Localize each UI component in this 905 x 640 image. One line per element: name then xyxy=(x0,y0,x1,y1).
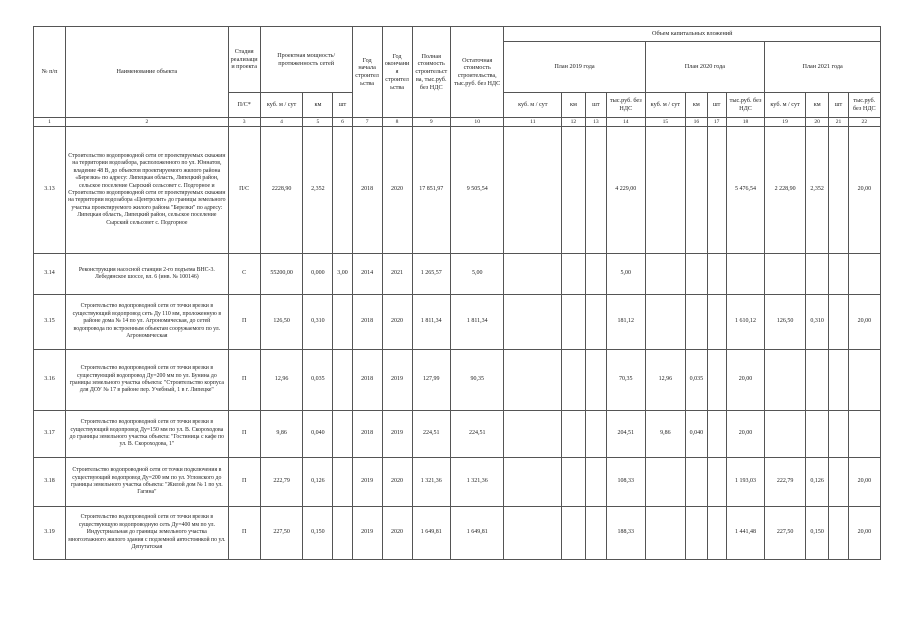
col-number: 10 xyxy=(450,118,503,127)
plan-2021-rub xyxy=(848,411,880,458)
col-number: 11 xyxy=(504,118,562,127)
col-number: 2 xyxy=(66,118,229,127)
total-cost: 224,51 xyxy=(412,411,450,458)
plan-2020-m3 xyxy=(645,295,686,350)
plan-2021-pcs xyxy=(829,127,848,254)
plan-2020-km xyxy=(686,458,707,507)
remaining-cost: 9 505,54 xyxy=(450,127,503,254)
plan-2021-km xyxy=(805,411,829,458)
stage-code: П xyxy=(228,507,260,560)
header-num: № п/п xyxy=(34,27,66,118)
capacity-km: 0,126 xyxy=(303,458,333,507)
capacity-km: 0,000 xyxy=(303,254,333,295)
investment-table xyxy=(33,26,881,560)
plan-2020-rub: 1 441,48 xyxy=(726,507,764,560)
header-2020-pcs: шт xyxy=(707,93,726,118)
total-cost: 1 811,34 xyxy=(412,295,450,350)
stage-code: С xyxy=(228,254,260,295)
table-row xyxy=(34,458,881,507)
table-row xyxy=(34,411,881,458)
plan-2021-rub: 20,00 xyxy=(848,295,880,350)
col-number: 12 xyxy=(562,118,586,127)
plan-2019-m3 xyxy=(504,127,562,254)
plan-2019-pcs xyxy=(585,254,606,295)
plan-2021-m3 xyxy=(765,350,806,411)
header-2019-rub: тыс.руб. без НДС xyxy=(607,93,645,118)
plan-2019-m3 xyxy=(504,507,562,560)
plan-2021-pcs xyxy=(829,254,848,295)
capacity-m3: 12,96 xyxy=(260,350,303,411)
header-2020-km: км xyxy=(686,93,707,118)
plan-2021-m3: 126,50 xyxy=(765,295,806,350)
plan-2020-m3 xyxy=(645,507,686,560)
col-number: 8 xyxy=(382,118,412,127)
start-year: 2019 xyxy=(352,458,382,507)
plan-2021-m3: 227,50 xyxy=(765,507,806,560)
capacity-m3: 2228,90 xyxy=(260,127,303,254)
plan-2020-rub xyxy=(726,254,764,295)
header-2021-rub: тыс.руб. без НДС xyxy=(848,93,880,118)
capacity-m3: 227,50 xyxy=(260,507,303,560)
col-number: 15 xyxy=(645,118,686,127)
col-number: 7 xyxy=(352,118,382,127)
header-2019-km: км xyxy=(562,93,586,118)
stage-code: П xyxy=(228,350,260,411)
table-row xyxy=(34,127,881,254)
plan-2019-km xyxy=(562,295,586,350)
plan-2020-km xyxy=(686,254,707,295)
row-number: 3.18 xyxy=(34,458,66,507)
plan-2021-rub xyxy=(848,350,880,411)
plan-2019-m3 xyxy=(504,295,562,350)
object-name: Строительство водопроводной сети от точки врезки в существующий водопровод сеть Ду 110 мм, проложенную в районе дома № 14 по ул. Агрономическая, до сетей водопровода по встроенным объектам сооружаемого по ул. Агрономическая xyxy=(66,295,229,350)
plan-2019-m3 xyxy=(504,411,562,458)
plan-2020-m3: 9,86 xyxy=(645,411,686,458)
plan-2019-pcs xyxy=(585,507,606,560)
plan-2019-rub: 70,35 xyxy=(607,350,645,411)
plan-2021-m3: 2 228,90 xyxy=(765,127,806,254)
start-year: 2018 xyxy=(352,411,382,458)
end-year: 2019 xyxy=(382,411,412,458)
plan-2021-m3: 222,79 xyxy=(765,458,806,507)
end-year: 2020 xyxy=(382,127,412,254)
end-year: 2020 xyxy=(382,458,412,507)
col-number: 9 xyxy=(412,118,450,127)
plan-2019-km xyxy=(562,350,586,411)
plan-2021-km: 2,352 xyxy=(805,127,829,254)
plan-2021-rub: 20,00 xyxy=(848,458,880,507)
total-cost: 127,99 xyxy=(412,350,450,411)
plan-2021-pcs xyxy=(829,411,848,458)
header-plan-2020: План 2020 года xyxy=(645,42,765,93)
object-name: Строительство водопроводной сети от проектируемых скважин на территории водозабора, расположенного по ул. Юннатов, владение 48 В, до объектов проектируемого жилого района «Березки» по адресу: Липецкая область, Липецкий район, сельское поселение Сырский сельсовет с. Подгорное и Строительство водопроводной сети от проектируемых скважин на территории водозабора «Центролит» до границы земельного участка проектируемого жилого района "Березки" по адресу: Липецкая область, Липецкий район, сельское поселение Сырский сельсовет с. Подгорное xyxy=(66,127,229,254)
start-year: 2019 xyxy=(352,507,382,560)
plan-2020-m3 xyxy=(645,254,686,295)
column-number-row xyxy=(34,118,881,127)
plan-2020-km xyxy=(686,127,707,254)
col-number: 19 xyxy=(765,118,806,127)
capacity-pcs xyxy=(333,350,352,411)
plan-2019-rub: 181,12 xyxy=(607,295,645,350)
plan-2020-pcs xyxy=(707,350,726,411)
row-number: 3.13 xyxy=(34,127,66,254)
plan-2021-rub: 20,00 xyxy=(848,127,880,254)
start-year: 2014 xyxy=(352,254,382,295)
plan-2020-pcs xyxy=(707,458,726,507)
header-cap-pcs: шт xyxy=(333,93,352,118)
plan-2019-km xyxy=(562,254,586,295)
header-remaining-cost: Остаточная стоимость строительства, тыс.руб. без НДС xyxy=(450,27,503,118)
total-cost: 17 851,97 xyxy=(412,127,450,254)
header-end-year: Год окончания строительства xyxy=(382,27,412,118)
header-plan-2021: План 2021 года xyxy=(765,42,881,93)
col-number: 18 xyxy=(726,118,764,127)
col-number: 21 xyxy=(829,118,848,127)
plan-2021-km xyxy=(805,254,829,295)
header-2021-pcs: шт xyxy=(829,93,848,118)
plan-2020-pcs xyxy=(707,411,726,458)
capacity-pcs xyxy=(333,507,352,560)
row-number: 3.14 xyxy=(34,254,66,295)
header-2020-m3: куб. м / сут xyxy=(645,93,686,118)
plan-2020-rub: 5 476,54 xyxy=(726,127,764,254)
col-number: 1 xyxy=(34,118,66,127)
plan-2020-km xyxy=(686,507,707,560)
plan-2021-km: 0,126 xyxy=(805,458,829,507)
plan-2019-rub: 5,00 xyxy=(607,254,645,295)
header-capacity: Проектная мощность/ протяженность сетей xyxy=(260,27,352,93)
plan-2019-km xyxy=(562,458,586,507)
capacity-km: 0,310 xyxy=(303,295,333,350)
plan-2020-km: 0,035 xyxy=(686,350,707,411)
object-name: Строительство водопроводной сети от точки подключения в существующий водопровод Ду=200 мм по ул. Угловского до границы земельного участка объекта: "Жилой дом № 1 по ул. Гагина" xyxy=(66,458,229,507)
object-name: Строительство водопроводной сети от точки врезки в существующую водопроводную сеть Ду=400 мм по ул. Индустриальная до границы земельного участка многоэтажного жилого здания с подземной автостоянкой по ул. Депутатская xyxy=(66,507,229,560)
remaining-cost: 1 811,34 xyxy=(450,295,503,350)
header-2021-km: км xyxy=(805,93,829,118)
plan-2019-km xyxy=(562,507,586,560)
plan-2021-pcs xyxy=(829,350,848,411)
plan-2020-m3 xyxy=(645,458,686,507)
plan-2019-km xyxy=(562,127,586,254)
plan-2019-pcs xyxy=(585,411,606,458)
header-stage: Стадия реализации проекта xyxy=(228,27,260,93)
remaining-cost: 1 649,81 xyxy=(450,507,503,560)
stage-code: П/С xyxy=(228,127,260,254)
plan-2019-pcs xyxy=(585,350,606,411)
object-name: Строительство водопроводной сети от точки врезки в существующий водопровод Ду=150 мм по ул. В. Скороходова до границы земельного участка объекта: "Гостиница с кафе по ул. В. Скороходова, 1" xyxy=(66,411,229,458)
col-number: 16 xyxy=(686,118,707,127)
col-number: 5 xyxy=(303,118,333,127)
stage-code: П xyxy=(228,458,260,507)
plan-2019-m3 xyxy=(504,254,562,295)
plan-2019-rub: 204,51 xyxy=(607,411,645,458)
total-cost: 1 321,36 xyxy=(412,458,450,507)
capacity-pcs xyxy=(333,411,352,458)
capacity-km: 0,035 xyxy=(303,350,333,411)
plan-2019-km xyxy=(562,411,586,458)
plan-2020-pcs xyxy=(707,254,726,295)
capacity-km: 0,040 xyxy=(303,411,333,458)
plan-2020-km: 0,040 xyxy=(686,411,707,458)
table-row xyxy=(34,350,881,411)
plan-2021-pcs xyxy=(829,458,848,507)
capacity-m3: 9,86 xyxy=(260,411,303,458)
plan-2019-m3 xyxy=(504,350,562,411)
start-year: 2018 xyxy=(352,350,382,411)
table-row xyxy=(34,295,881,350)
stage-code: П xyxy=(228,295,260,350)
header-cap-m3: куб. м / сут xyxy=(260,93,303,118)
capacity-m3: 222,79 xyxy=(260,458,303,507)
remaining-cost: 1 321,36 xyxy=(450,458,503,507)
plan-2020-m3: 12,96 xyxy=(645,350,686,411)
plan-2019-rub: 108,33 xyxy=(607,458,645,507)
object-name: Реконструкция насосной станции 2-го подъема ВНС-3. Лебедянское шоссе, вл. 6 (инв. № 100146) xyxy=(66,254,229,295)
col-number: 17 xyxy=(707,118,726,127)
col-number: 6 xyxy=(333,118,352,127)
remaining-cost: 224,51 xyxy=(450,411,503,458)
capacity-m3: 126,50 xyxy=(260,295,303,350)
capacity-pcs xyxy=(333,127,352,254)
row-number: 3.16 xyxy=(34,350,66,411)
header-plan-2019: План 2019 года xyxy=(504,42,645,93)
plan-2021-rub xyxy=(848,254,880,295)
plan-2021-m3 xyxy=(765,411,806,458)
header-cap-km: км xyxy=(303,93,333,118)
table-row xyxy=(34,254,881,295)
plan-2020-km xyxy=(686,295,707,350)
row-number: 3.17 xyxy=(34,411,66,458)
col-number: 4 xyxy=(260,118,303,127)
total-cost: 1 649,81 xyxy=(412,507,450,560)
plan-2019-pcs xyxy=(585,127,606,254)
plan-2020-rub: 20,00 xyxy=(726,350,764,411)
capacity-pcs xyxy=(333,458,352,507)
capacity-m3: 55200,00 xyxy=(260,254,303,295)
col-number: 22 xyxy=(848,118,880,127)
header-investment-volume: Объем капитальных вложений xyxy=(504,27,881,42)
start-year: 2018 xyxy=(352,127,382,254)
header-2019-pcs: шт xyxy=(585,93,606,118)
plan-2020-m3 xyxy=(645,127,686,254)
capacity-km: 0,150 xyxy=(303,507,333,560)
plan-2020-pcs xyxy=(707,507,726,560)
plan-2020-rub: 1 610,12 xyxy=(726,295,764,350)
plan-2021-pcs xyxy=(829,295,848,350)
col-number: 3 xyxy=(228,118,260,127)
header-2020-rub: тыс.руб. без НДС xyxy=(726,93,764,118)
end-year: 2019 xyxy=(382,350,412,411)
header-name: Наименование объекта xyxy=(66,27,229,118)
header-total-cost: Полная стоимость строительства, тыс.руб. без НДС xyxy=(412,27,450,118)
end-year: 2020 xyxy=(382,295,412,350)
remaining-cost: 5,00 xyxy=(450,254,503,295)
col-number: 14 xyxy=(607,118,645,127)
col-number: 13 xyxy=(585,118,606,127)
plan-2019-m3 xyxy=(504,458,562,507)
plan-2021-pcs xyxy=(829,507,848,560)
plan-2021-km xyxy=(805,350,829,411)
plan-2019-pcs xyxy=(585,458,606,507)
capacity-pcs xyxy=(333,295,352,350)
object-name: Строительство водопроводной сети от точки врезки в существующий водопровод Ду=200 мм по ул. Бунина до границы земельного участка объекта: "Строительство корпуса для ДОУ № 17 в районе пер. Учебный, 1 в г. Липецке" xyxy=(66,350,229,411)
plan-2021-rub: 20,00 xyxy=(848,507,880,560)
plan-2021-km: 0,310 xyxy=(805,295,829,350)
plan-2020-rub: 1 193,03 xyxy=(726,458,764,507)
plan-2020-rub: 20,00 xyxy=(726,411,764,458)
plan-2020-pcs xyxy=(707,127,726,254)
stage-code: П xyxy=(228,411,260,458)
plan-2019-pcs xyxy=(585,295,606,350)
capacity-km: 2,352 xyxy=(303,127,333,254)
plan-2019-rub: 4 229,00 xyxy=(607,127,645,254)
plan-2021-m3 xyxy=(765,254,806,295)
table-row xyxy=(34,507,881,560)
plan-2021-km: 0,150 xyxy=(805,507,829,560)
header-start-year: Год начала строительства xyxy=(352,27,382,118)
plan-2020-pcs xyxy=(707,295,726,350)
plan-2019-rub: 188,33 xyxy=(607,507,645,560)
header-2021-m3: куб. м / сут xyxy=(765,93,806,118)
remaining-cost: 90,35 xyxy=(450,350,503,411)
total-cost: 1 265,57 xyxy=(412,254,450,295)
capacity-pcs: 3,00 xyxy=(333,254,352,295)
end-year: 2020 xyxy=(382,507,412,560)
row-number: 3.15 xyxy=(34,295,66,350)
col-number: 20 xyxy=(805,118,829,127)
start-year: 2018 xyxy=(352,295,382,350)
end-year: 2021 xyxy=(382,254,412,295)
header-2019-m3: куб. м / сут xyxy=(504,93,562,118)
row-number: 3.19 xyxy=(34,507,66,560)
header-stage-sub: П/С* xyxy=(228,93,260,118)
